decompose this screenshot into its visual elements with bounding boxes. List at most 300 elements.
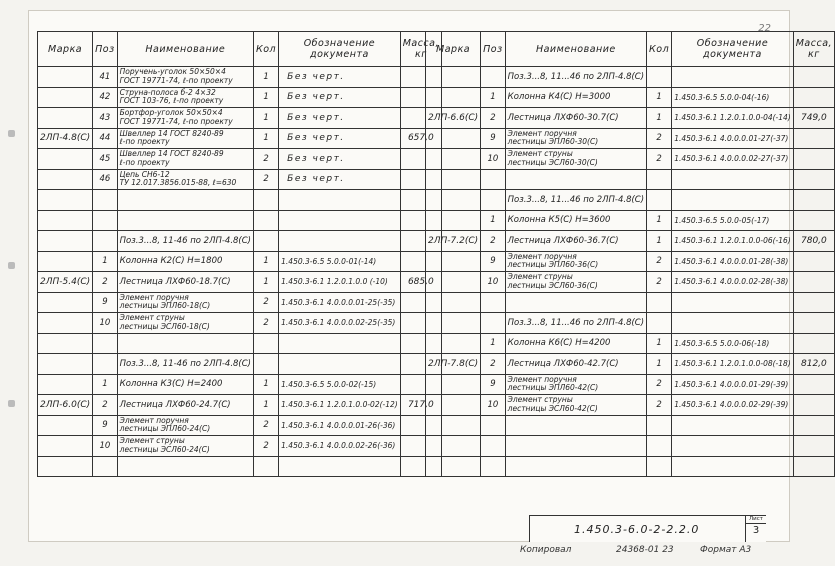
cell-name: [117, 128, 253, 149]
cell-name: [117, 149, 253, 170]
table-row: [426, 231, 835, 252]
cell-pos: 43: [93, 108, 118, 129]
cell-name-line: Швеллер 14 ГОСТ 8240-89: [119, 149, 224, 159]
right-spec-table: [425, 31, 835, 477]
cell-name-line: Колонна К3(С) Н=2400: [119, 379, 223, 390]
cell-pos: 2: [481, 354, 506, 375]
cell-qty: 2: [254, 436, 279, 457]
cell-mass: [793, 415, 834, 436]
cell-name-line: лестницы ЭСЛ60-42(С): [507, 403, 598, 413]
cell-mark: 2ЛП-6.0(С): [38, 395, 93, 416]
cell-pos: 9: [481, 374, 506, 395]
cell-mark: [426, 272, 481, 293]
cell-name-line: ℓ-по проекту: [119, 157, 170, 167]
cell-mark: [426, 169, 481, 190]
cell-pos: 2: [93, 395, 118, 416]
cell-mark: [38, 190, 93, 211]
cell-name: [117, 333, 253, 354]
cell-doc: [672, 67, 794, 88]
cell-name: [505, 169, 646, 190]
cell-mass: [793, 128, 834, 149]
cell-mark: [38, 169, 93, 190]
cell-qty: 2: [254, 313, 279, 334]
cell-name-line: Лестница ЛХФ60-30.7(С): [507, 112, 619, 123]
cell-mark: [426, 251, 481, 272]
cell-name-line: Лестница ЛХФ60-36.7(С): [507, 235, 619, 246]
cell-name-line: лестницы ЭПЛ60-42(С): [507, 383, 599, 393]
cell-name: [505, 149, 646, 170]
cell-name-line: лестницы ЭСЛ60-18(С): [119, 321, 210, 331]
cell-mark: [426, 87, 481, 108]
left-spec-table: [37, 31, 442, 477]
sheet-number-box: [745, 515, 766, 542]
document-code: 1.450.3-6.0-2-2.2.0: [574, 523, 700, 536]
cell-qty: 2: [254, 149, 279, 170]
cell-qty: 2: [647, 395, 672, 416]
cell-doc: 1.450.3-6.1 4.0.0.0.02-26(-36): [279, 436, 401, 457]
table-row: [426, 149, 835, 170]
table-row: [38, 128, 442, 149]
cell-mass: 812,0: [793, 354, 834, 375]
cell-mass: 749,0: [793, 108, 834, 129]
cell-name-line: Поз.3...8, 11...46 по 2ЛП-4.8(С): [507, 317, 645, 328]
cell-doc: [672, 456, 794, 477]
cell-name: [117, 272, 253, 293]
cell-pos: 1: [481, 87, 506, 108]
table-row: [426, 169, 835, 190]
cell-qty: [647, 292, 672, 313]
cell-mark: [38, 415, 93, 436]
cell-qty: [647, 67, 672, 88]
table-row: [38, 149, 442, 170]
cell-name-line: лестницы ЭПЛ60-24(С): [119, 424, 211, 434]
cell-qty: 2: [254, 415, 279, 436]
cell-mass: [793, 456, 834, 477]
table-row: [38, 456, 442, 477]
cell-pos: [481, 67, 506, 88]
cell-mass: [793, 395, 834, 416]
cell-pos: 1: [481, 333, 506, 354]
header-mark: Марка: [426, 32, 481, 67]
cell-doc: [672, 292, 794, 313]
table-row: [426, 272, 835, 293]
cell-qty: 1: [254, 395, 279, 416]
cell-name-line: ТУ 12.017.3856.015-88, ℓ=630: [119, 178, 237, 188]
cell-name: [117, 231, 253, 252]
cell-doc: 1.450.3-6.1 4.0.0.0.02-25(-35): [279, 313, 401, 334]
cell-name: [117, 292, 253, 313]
cell-pos: [481, 436, 506, 457]
header-pos: Поз: [93, 32, 118, 67]
cell-mass: 657,0: [400, 128, 441, 149]
cell-name: [117, 374, 253, 395]
cell-doc: 1.450.3-6.1 4.0.0.0.02-27(-37): [672, 149, 794, 170]
table-row: [426, 190, 835, 211]
cell-qty: 1: [254, 251, 279, 272]
cell-doc: 1.450.3-6.1 4.0.0.0.01-26(-36): [279, 415, 401, 436]
cell-pos: 1: [481, 210, 506, 231]
cell-pos: [93, 354, 118, 375]
cell-mass: [793, 313, 834, 334]
cell-doc: Без черт.: [279, 87, 401, 108]
header-name: Наименование: [117, 32, 253, 67]
cell-pos: 9: [93, 292, 118, 313]
cell-pos: [481, 415, 506, 436]
cell-name: [505, 272, 646, 293]
cell-name: [505, 333, 646, 354]
cell-qty: 2: [254, 169, 279, 190]
cell-mark: 2ЛП-6.6(С): [426, 108, 481, 129]
cell-pos: 2: [481, 108, 506, 129]
table-row: [426, 67, 835, 88]
footer-format: Формат А3: [700, 545, 752, 555]
cell-name: [117, 87, 253, 108]
header-doc: Обозначение документа: [279, 32, 401, 67]
table-row: [426, 374, 835, 395]
cell-name-line: Колонна К5(С) Н=3600: [507, 215, 611, 226]
cell-mark: [38, 292, 93, 313]
cell-qty: [254, 190, 279, 211]
cell-pos: 10: [93, 436, 118, 457]
cell-mark: [426, 292, 481, 313]
cell-name: [505, 210, 646, 231]
cell-mark: [426, 67, 481, 88]
cell-name-line: Элемент поручня: [507, 251, 577, 261]
binding-hole-mark: [8, 400, 15, 407]
cell-name-line: лестницы ЭСЛ60-36(С): [507, 280, 598, 290]
cell-qty: 1: [254, 87, 279, 108]
cell-doc: 1.450.3-6.1 1.2.0.1.0.0-02(-12): [279, 395, 401, 416]
cell-mark: [426, 456, 481, 477]
cell-qty: [647, 415, 672, 436]
cell-pos: [481, 169, 506, 190]
cell-name: [117, 354, 253, 375]
table-row: [38, 67, 442, 88]
cell-doc: [279, 190, 401, 211]
cell-name-line: ГОСТ 19771-74, ℓ-по проекту: [119, 116, 233, 126]
cell-pos: 9: [481, 128, 506, 149]
cell-name-line: Элемент струны: [507, 272, 573, 282]
cell-doc: 1.450.3-6.1 4.0.0.0.01-25(-35): [279, 292, 401, 313]
cell-name: [117, 436, 253, 457]
cell-name-line: Элемент струны: [119, 436, 185, 446]
cell-doc: 1.450.3-6.1 4.0.0.0.02-29(-39): [672, 395, 794, 416]
table-header-row: [38, 32, 442, 67]
cell-mark: [38, 436, 93, 457]
cell-name-line: Колонна К6(С) Н=4200: [507, 338, 611, 349]
cell-doc: Без черт.: [279, 149, 401, 170]
cell-name-line: лестницы ЭПЛ60-30(С): [507, 137, 599, 147]
table-row: [426, 354, 835, 375]
cell-mark: 2ЛП-5.4(С): [38, 272, 93, 293]
table-row: [426, 251, 835, 272]
cell-doc: Без черт.: [279, 169, 401, 190]
cell-doc: 1.450.3-6.1 4.0.0.0.02-28(-38): [672, 272, 794, 293]
cell-name-line: Элемент поручня: [119, 415, 189, 425]
cell-name-line: Поз.3...8, 11...46 по 2ЛП-4.8(С): [507, 71, 645, 82]
cell-mark: [426, 374, 481, 395]
cell-mass: [793, 190, 834, 211]
cell-qty: 1: [254, 272, 279, 293]
cell-mark: [38, 149, 93, 170]
cell-name-line: Колонна К4(С) Н=3000: [507, 92, 611, 103]
cell-name-line: Поз.3...8, 11-46 по 2ЛП-4.8(С): [119, 358, 251, 369]
cell-doc: [672, 169, 794, 190]
table-row: [38, 354, 442, 375]
table-row: [426, 395, 835, 416]
table-row: [38, 251, 442, 272]
cell-doc: [279, 354, 401, 375]
cell-mark: [426, 395, 481, 416]
cell-qty: [254, 231, 279, 252]
cell-name-line: Элемент поручня: [119, 292, 189, 302]
cell-name: [117, 169, 253, 190]
cell-pos: 1: [93, 374, 118, 395]
cell-doc: 1.450.3-6.1 1.2.0.1.0.0-08(-18): [672, 354, 794, 375]
table-row: [426, 128, 835, 149]
cell-name-line: ℓ-по проекту: [119, 137, 170, 147]
cell-pos: 9: [481, 251, 506, 272]
cell-name: [117, 456, 253, 477]
cell-pos: 41: [93, 67, 118, 88]
cell-mark: [38, 374, 93, 395]
cell-name: [505, 67, 646, 88]
cell-doc: 1.450.3-6.1 1.2.0.1.0.0 (-10): [279, 272, 401, 293]
cell-pos: [481, 313, 506, 334]
cell-doc: [279, 456, 401, 477]
table-row: [426, 436, 835, 457]
cell-mark: [38, 231, 93, 252]
cell-qty: [254, 210, 279, 231]
cell-pos: [481, 190, 506, 211]
cell-pos: 44: [93, 128, 118, 149]
cell-name-line: Элемент струны: [507, 149, 573, 159]
cell-doc: [672, 190, 794, 211]
cell-pos: 42: [93, 87, 118, 108]
cell-qty: [254, 456, 279, 477]
table-row: [426, 333, 835, 354]
cell-qty: 2: [647, 251, 672, 272]
table-header-row: [426, 32, 835, 67]
cell-pos: 2: [93, 272, 118, 293]
right-spec-table-block: [425, 31, 835, 477]
cell-qty: 1: [254, 67, 279, 88]
header-mass: Масса, кг: [400, 32, 441, 67]
table-row: [38, 210, 442, 231]
cell-doc: Без черт.: [279, 108, 401, 129]
header-mass: Масса, кг: [793, 32, 834, 67]
cell-qty: 1: [647, 87, 672, 108]
cell-name-line: ГОСТ 19771-74, ℓ-по проекту: [119, 75, 233, 85]
cell-qty: 1: [647, 210, 672, 231]
cell-name-line: Поручень-уголок 50×50×4: [119, 67, 226, 77]
cell-pos: [93, 231, 118, 252]
cell-pos: 10: [481, 272, 506, 293]
cell-name: [505, 87, 646, 108]
table-row: [426, 292, 835, 313]
cell-mass: [793, 210, 834, 231]
cell-qty: 1: [647, 108, 672, 129]
table-row: [38, 313, 442, 334]
left-table-body: [38, 67, 442, 477]
drawing-sheet: [28, 10, 833, 542]
header-doc: Обозначение документа: [672, 32, 794, 67]
cell-mark: [426, 415, 481, 436]
binding-hole-mark: [8, 262, 15, 269]
cell-mark: [426, 436, 481, 457]
cell-qty: [647, 190, 672, 211]
cell-name-line: Элемент поручня: [507, 374, 577, 384]
cell-pos: 10: [481, 149, 506, 170]
cell-name: [505, 436, 646, 457]
table-row: [426, 87, 835, 108]
cell-doc: [672, 436, 794, 457]
cell-doc: 1.450.3-6.5 5.0.0-05(-17): [672, 210, 794, 231]
cell-doc: 1.450.3-6.5 5.0.0-01(-14): [279, 251, 401, 272]
header-qty: Кол: [647, 32, 672, 67]
cell-name-line: Цепь СН6-12: [119, 169, 170, 179]
cell-pos: 9: [93, 415, 118, 436]
cell-qty: 1: [254, 108, 279, 129]
cell-name-line: Колонна К2(С) Н=1800: [119, 256, 223, 267]
cell-qty: 2: [254, 292, 279, 313]
cell-name-line: Лестница ЛХФ60-24.7(С): [119, 399, 231, 410]
cell-name-line: лестницы ЭСЛ60-30(С): [507, 157, 598, 167]
cell-name: [117, 251, 253, 272]
header-qty: Кол: [254, 32, 279, 67]
cell-qty: 1: [647, 231, 672, 252]
table-row: [38, 190, 442, 211]
cell-name-line: Поз.3...8, 11...46 по 2ЛП-4.8(С): [507, 194, 645, 205]
cell-name: [505, 292, 646, 313]
cell-mark: [426, 128, 481, 149]
cell-mass: [793, 374, 834, 395]
table-row: [426, 210, 835, 231]
cell-doc: [279, 333, 401, 354]
table-row: [426, 415, 835, 436]
table-row: [38, 436, 442, 457]
cell-mark: [426, 313, 481, 334]
cell-name: [505, 251, 646, 272]
footer-copied: Копировал: [520, 545, 572, 555]
cell-mark: [38, 108, 93, 129]
cell-mark: 2ЛП-4.8(С): [38, 128, 93, 149]
cell-qty: 1: [254, 374, 279, 395]
cell-mass: [793, 272, 834, 293]
table-row: [426, 108, 835, 129]
table-row: [38, 272, 442, 293]
cell-pos: 10: [93, 313, 118, 334]
cell-pos: 1: [93, 251, 118, 272]
right-table-body: [426, 67, 835, 477]
cell-name: [117, 210, 253, 231]
table-row: [38, 292, 442, 313]
cell-mark: [38, 354, 93, 375]
cell-doc: 1.450.3-6.1 4.0.0.0.01-28(-38): [672, 251, 794, 272]
cell-qty: 2: [647, 272, 672, 293]
cell-mass: 717,0: [400, 395, 441, 416]
cell-name-line: Элемент струны: [119, 313, 185, 323]
cell-qty: 1: [254, 128, 279, 149]
cell-name-line: Элемент струны: [507, 395, 573, 405]
cell-doc: 1.450.3-6.1 4.0.0.0.01-27(-37): [672, 128, 794, 149]
cell-pos: [93, 333, 118, 354]
cell-doc: [279, 210, 401, 231]
cell-qty: [254, 354, 279, 375]
table-row: [426, 313, 835, 334]
cell-name-line: Бортфор-уголок 50×50×4: [119, 108, 223, 118]
cell-name: [505, 190, 646, 211]
cell-mass: [793, 87, 834, 108]
cell-mass: [793, 436, 834, 457]
cell-mark: [38, 67, 93, 88]
cell-name-line: лестницы ЭПЛ60-18(С): [119, 301, 211, 311]
header-pos: Поз: [481, 32, 506, 67]
cell-doc: [672, 313, 794, 334]
table-row: [38, 231, 442, 252]
cell-mass: [793, 67, 834, 88]
cell-doc: 1.450.3-6.5 5.0.0-02(-15): [279, 374, 401, 395]
cell-pos: [481, 292, 506, 313]
cell-mark: [38, 251, 93, 272]
table-row: [426, 456, 835, 477]
cell-mass: [793, 149, 834, 170]
header-name: Наименование: [505, 32, 646, 67]
cell-mark: [426, 149, 481, 170]
cell-mass: 780,0: [793, 231, 834, 252]
cell-pos: 46: [93, 169, 118, 190]
table-row: [38, 87, 442, 108]
cell-qty: [647, 436, 672, 457]
cell-name: [505, 415, 646, 436]
cell-doc: 1.450.3-6.1 1.2.0.1.0.0-06(-16): [672, 231, 794, 252]
cell-name-line: Швеллер 14 ГОСТ 8240-89: [119, 128, 224, 138]
cell-mass: 685,0: [400, 272, 441, 293]
cell-name: [505, 456, 646, 477]
cell-qty: 2: [647, 374, 672, 395]
cell-mark: [38, 87, 93, 108]
table-row: [38, 395, 442, 416]
cell-mass: [793, 292, 834, 313]
cell-doc: Без черт.: [279, 128, 401, 149]
cell-pos: [481, 456, 506, 477]
cell-name: [505, 108, 646, 129]
cell-name-line: ГОСТ 103-76, ℓ-по проекту: [119, 96, 224, 106]
table-row: [38, 415, 442, 436]
cell-doc: 1.450.3-6.5 5.0.0-06(-18): [672, 333, 794, 354]
cell-mark: 2ЛП-7.8(С): [426, 354, 481, 375]
table-row: [38, 333, 442, 354]
cell-doc: [279, 231, 401, 252]
cell-mark: [38, 210, 93, 231]
cell-name: [117, 395, 253, 416]
sheet-label: Лист: [746, 515, 766, 524]
cell-mark: [426, 190, 481, 211]
cell-qty: [647, 169, 672, 190]
cell-qty: 2: [647, 128, 672, 149]
sheet-number: 3: [752, 525, 760, 536]
cell-name: [505, 354, 646, 375]
cell-mass: [793, 251, 834, 272]
cell-name-line: Лестница ЛХФ60-18.7(С): [119, 276, 231, 287]
cell-name-line: Струна-полоса б-2 4×32: [119, 87, 216, 97]
cell-pos: [93, 456, 118, 477]
binding-hole-mark: [8, 130, 15, 137]
cell-mark: [426, 210, 481, 231]
cell-mark: [38, 313, 93, 334]
cell-qty: 1: [647, 333, 672, 354]
cell-mark: [426, 333, 481, 354]
